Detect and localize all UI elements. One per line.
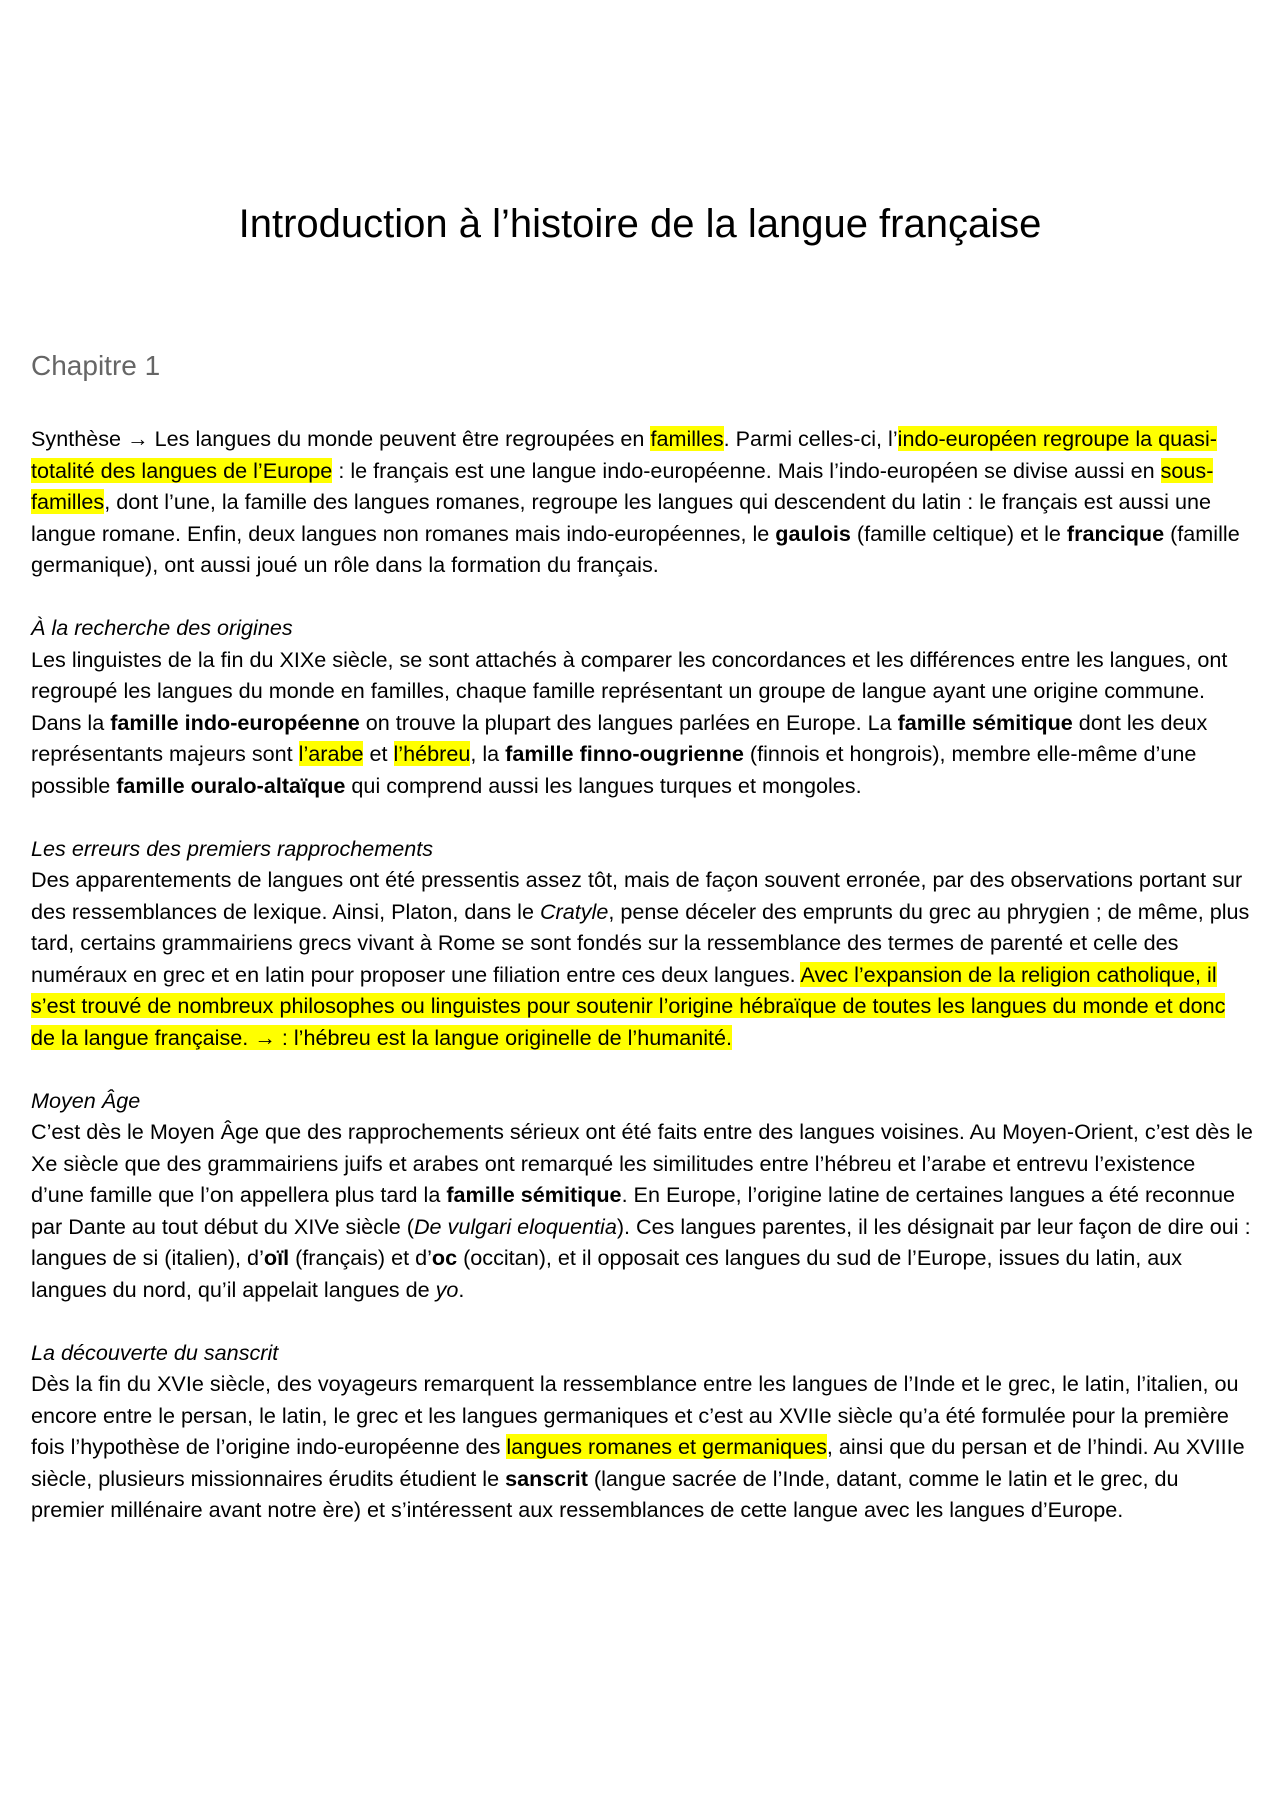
text-run: , la	[470, 741, 506, 766]
section-heading: À la recherche des origines	[31, 615, 293, 640]
section-paragraph	[31, 864, 1253, 1053]
text-run: , pense déceler des emprunts du grec au phrygien ; de même, plus tard, certains grammairiens grecs vivant à Rome se sont fondés sur la ressemblance des termes de parenté et celle des numéraux en grec et en latin pour proposer une filiation entre ces deux langues.	[31, 898, 1250, 987]
text-run: (famille celtique) et le	[850, 520, 1067, 546]
bold-term: famille indo-européenne	[110, 709, 360, 735]
bold-term: oc	[431, 1245, 458, 1270]
text-run: dont les deux représentants majeurs sont	[31, 709, 1208, 766]
italic-term: yo	[435, 1276, 459, 1302]
bold-term: famille sémitique	[446, 1182, 622, 1207]
highlighted-text: familles	[650, 426, 724, 451]
document-section	[31, 833, 1253, 1054]
text-run: et	[363, 741, 394, 766]
text-run: (famille germanique), ont aussi joué un rôle dans la formation du français.	[31, 520, 1240, 577]
bold-term: oïl	[263, 1245, 290, 1270]
highlighted-text: sous-familles	[31, 457, 1214, 514]
bold-term: famille finno-ougrienne	[505, 741, 744, 766]
italic-term: Cratyle	[539, 898, 609, 924]
bold-term: sanscrit	[505, 1465, 588, 1491]
section-paragraph	[31, 1116, 1253, 1305]
section-spacer	[31, 1053, 1253, 1085]
text-run: : le français est une langue indo-européenne. Mais l’indo-européen se divise aussi en	[332, 457, 1161, 483]
text-run: (langue sacrée de l’Inde, datant, comme le latin et le grec, du premier millénaire avant notre ère) et s’intéressent aux ressemblances de cette langue avec les langues d’Europe.	[31, 1465, 1179, 1522]
text-run: Les linguistes de la fin du XIXe siècle, se sont attachés à comparer les concordances et les différences entre les langues, ont regroupé les langues du monde en familles, chaque famille représentant un groupe de langue ayant une origine commune. Dans la	[31, 646, 1228, 735]
text-run: (occitan), et il opposait ces langues du sud de l’Europe, issues du latin, aux langues du nord, qu’il appelait langues de	[31, 1245, 1183, 1302]
highlighted-text: Avec l’expansion de la religion catholique, il s’est trouvé de nombreux philosophes ou linguistes pour soutenir l’origine hébraïque de toutes les langues du monde et donc de la langue française. → : l’hébreu est la langue originelle de l’humanité.	[31, 961, 1226, 1050]
bold-term: famille ouralo-altaïque	[116, 772, 346, 798]
text-run: , dont l’une, la famille des langues romanes, regroupe les langues qui descendent du latin : le français est aussi une langue romane. Enfin, deux langues non romanes mais indo-européennes, le	[31, 489, 1211, 546]
highlighted-text: l’arabe	[298, 741, 364, 766]
section-paragraph	[31, 644, 1253, 802]
document-section	[31, 1337, 1253, 1526]
document-body	[31, 423, 1253, 1526]
document-title: Introduction à l’histoire de la langue française	[238, 202, 1042, 246]
text-run: Des apparentements de langues ont été pressentis assez tôt, mais de façon souvent erronée, par des observations portant sur des ressemblances de lexique. Ainsi, Platon, dans le	[31, 867, 1243, 924]
text-run: ). Ces langues parentes, il les désignait par leur façon de dire oui : langues de si (italien), d’	[31, 1213, 1251, 1270]
text-run: , ainsi que du persan et de l’hindi. Au XVIIIe siècle, plusieurs missionnaires érudits étudient le	[31, 1434, 1245, 1491]
text-run: (finnois et hongrois), membre elle-même d’une possible	[31, 741, 1197, 798]
section-spacer	[31, 1305, 1253, 1337]
document-section	[31, 423, 1253, 581]
text-run: .	[458, 1276, 465, 1302]
bold-term: gaulois	[775, 520, 851, 546]
document-section	[31, 612, 1253, 801]
text-run: on trouve la plupart des langues parlées en Europe. La	[359, 709, 898, 735]
highlighted-text: langues romanes et germaniques	[506, 1434, 827, 1459]
section-heading: Les erreurs des premiers rapprochements	[31, 835, 434, 861]
text-run: qui comprend aussi les langues turques et mongoles.	[345, 772, 862, 798]
text-run: . En Europe, l’origine latine de certaines langues a été reconnue par Dante au tout début du XIVe siècle (	[31, 1182, 1235, 1239]
section-spacer	[31, 801, 1253, 833]
text-run: C’est dès le Moyen Âge que des rapprochements sérieux ont été faits entre des langues voisines. Au Moyen-Orient, c’est dès le Xe siècle que des grammairiens juifs et arabes ont remarqué les similitudes entre l’hébreu et l’arabe et entrevu l’existence d’une famille que l’on appellera plus tard la	[31, 1119, 1253, 1207]
highlighted-text: l’hébreu	[393, 741, 471, 766]
section-heading: Moyen Âge	[31, 1087, 141, 1113]
section-paragraph	[31, 423, 1253, 581]
text-run: . Parmi celles-ci, l’	[723, 426, 898, 451]
document-section	[31, 1085, 1253, 1306]
italic-term: De vulgari eloquentia	[413, 1213, 617, 1239]
text-run: (français) et d’	[289, 1245, 432, 1270]
bold-term: francique	[1066, 520, 1165, 546]
section-paragraph	[31, 1368, 1253, 1526]
text-run: Dès la fin du XVIe siècle, des voyageurs remarquent la ressemblance entre les langues de l’Inde et le grec, le latin, l’italien, ou encore entre le persan, le latin, le grec et les langues germaniques et c’est au XVIIe siècle qu’a été formulée pour la première fois l’hypothèse de l’origine indo-européenne des	[31, 1371, 1239, 1459]
chapter-heading: Chapitre 1	[31, 350, 161, 381]
section-heading: La découverte du sanscrit	[31, 1339, 279, 1365]
highlighted-text: indo-européen regroupe la quasi-totalité des langues de l’Europe	[31, 426, 1217, 483]
bold-term: famille sémitique	[897, 709, 1073, 735]
section-spacer	[31, 581, 1253, 613]
text-run: Synthèse → Les langues du monde peuvent être regroupées en	[31, 426, 651, 451]
